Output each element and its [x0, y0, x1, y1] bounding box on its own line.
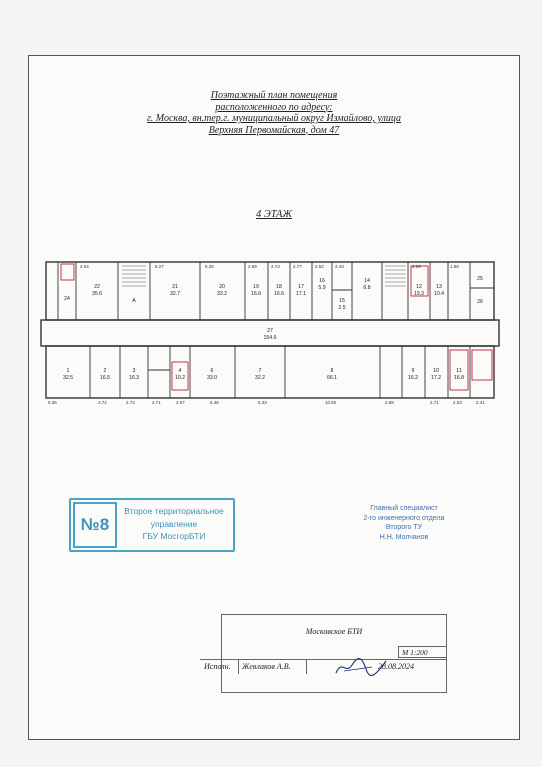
- stamp-line-3: ГБУ МосгорБТИ: [142, 531, 206, 541]
- specialist-stamp: [344, 504, 464, 542]
- svg-text:2.71: 2.71: [430, 400, 439, 404]
- svg-text:11: 11: [456, 368, 462, 374]
- title-block: [204, 614, 447, 693]
- svg-text:2.41: 2.41: [476, 400, 485, 404]
- svg-text:32.5: 32.5: [62, 375, 74, 381]
- svg-text:10.2: 10.2: [174, 375, 186, 381]
- executor-name: Жевлаков А.В.: [242, 662, 291, 671]
- svg-text:17.1: 17.1: [295, 291, 307, 297]
- svg-text:12: 12: [416, 284, 422, 290]
- svg-text:1: 1: [66, 368, 70, 374]
- svg-text:10: 10: [433, 368, 439, 374]
- svg-text:25: 25: [477, 276, 483, 282]
- bti-stamp: [69, 498, 235, 552]
- svg-text:2.71: 2.71: [152, 400, 161, 404]
- signature-icon: [332, 655, 390, 677]
- svg-text:6.8: 6.8: [363, 285, 371, 291]
- header-line-1: Поэтажный план помещения: [210, 90, 338, 101]
- executor-role: Исполн.: [204, 662, 231, 671]
- svg-text:16: 16: [319, 278, 325, 284]
- svg-text:16.5: 16.5: [99, 375, 111, 381]
- stamp-line-1: Второе территориальное: [124, 506, 224, 516]
- svg-text:2.63: 2.63: [453, 400, 462, 404]
- svg-text:154.6: 154.6: [263, 335, 277, 341]
- svg-text:2.07: 2.07: [176, 400, 185, 404]
- specialist-line-4: Н.Н. Молчанов: [379, 533, 429, 541]
- divider: [238, 660, 239, 674]
- svg-text:3: 3: [132, 368, 136, 374]
- svg-text:2.72: 2.72: [98, 400, 107, 404]
- svg-text:7: 7: [258, 368, 262, 374]
- svg-text:16.8: 16.8: [453, 375, 465, 381]
- stamp-text: [119, 505, 229, 543]
- address-header: [29, 90, 519, 136]
- svg-text:16.6: 16.6: [250, 291, 262, 297]
- header-line-3: г. Москва, вн.тер.г. муниципальный округ Измайлово, улица: [147, 113, 401, 124]
- header-line-4: Верхняя Первомайская, дом 47: [208, 124, 340, 136]
- svg-text:5.27: 5.27: [155, 264, 164, 269]
- svg-text:66.1: 66.1: [326, 375, 338, 381]
- svg-text:18: 18: [276, 284, 282, 290]
- svg-text:2.09: 2.09: [412, 264, 421, 269]
- svg-text:27: 27: [267, 328, 273, 334]
- svg-text:2.72: 2.72: [126, 400, 135, 404]
- svg-text:21: 21: [172, 284, 178, 290]
- specialist-line-3: Второго ТУ: [385, 524, 423, 531]
- svg-text:17.2: 17.2: [430, 375, 442, 381]
- svg-text:20: 20: [219, 284, 225, 290]
- specialist-line-1: Главный специалист: [370, 505, 438, 512]
- stamp-number: №8: [73, 502, 117, 548]
- svg-text:2.62: 2.62: [315, 264, 324, 269]
- svg-text:17: 17: [298, 284, 304, 290]
- svg-text:8: 8: [330, 368, 334, 374]
- svg-text:19: 19: [253, 284, 259, 290]
- svg-text:5.36: 5.36: [48, 400, 57, 404]
- svg-text:10.4: 10.4: [433, 291, 445, 297]
- executor-date: 28.08.2024: [378, 662, 414, 671]
- organization-name: Московское БТИ: [305, 627, 363, 636]
- svg-text:13: 13: [436, 284, 442, 290]
- svg-text:5.9: 5.9: [318, 285, 326, 291]
- svg-text:24: 24: [64, 296, 70, 302]
- header-line-2: расположенного по адресу:: [215, 101, 333, 113]
- document-sheet: [28, 55, 520, 740]
- svg-text:2.68: 2.68: [385, 400, 394, 404]
- svg-text:35.6: 35.6: [91, 291, 103, 297]
- svg-text:1.88: 1.88: [450, 264, 459, 269]
- specialist-line-2: 2-го инженерного отдела: [363, 514, 445, 522]
- svg-text:4: 4: [178, 368, 182, 374]
- svg-text:22: 22: [94, 284, 100, 290]
- svg-text:5.35: 5.35: [205, 264, 214, 269]
- executor-row: [200, 659, 446, 674]
- divider: [306, 660, 307, 674]
- svg-text:2.43: 2.43: [335, 264, 344, 269]
- svg-text:2.73: 2.73: [271, 264, 280, 269]
- svg-text:26: 26: [477, 299, 483, 305]
- svg-text:15: 15: [339, 298, 345, 304]
- svg-text:16.3: 16.3: [128, 375, 140, 381]
- svg-text:2: 2: [103, 368, 107, 374]
- floor-label: 4 ЭТАЖ: [256, 209, 292, 220]
- svg-text:5.46: 5.46: [210, 400, 219, 404]
- svg-text:19.3: 19.3: [413, 291, 425, 297]
- svg-text:32.7: 32.7: [169, 291, 181, 297]
- svg-text:6: 6: [210, 368, 214, 374]
- svg-text:2.69: 2.69: [248, 264, 257, 269]
- svg-text:A: A: [132, 298, 136, 304]
- svg-text:10.60: 10.60: [325, 400, 337, 404]
- svg-text:2.77: 2.77: [293, 264, 302, 269]
- scale-label: М 1:200: [398, 646, 446, 658]
- svg-text:4.04: 4.04: [80, 264, 89, 269]
- svg-text:32.2: 32.2: [254, 375, 266, 381]
- svg-text:5.33: 5.33: [258, 400, 267, 404]
- svg-text:33.2: 33.2: [216, 291, 228, 297]
- floor-plan: [40, 258, 500, 404]
- svg-text:16.2: 16.2: [407, 375, 419, 381]
- svg-text:9: 9: [411, 368, 415, 374]
- stamp-line-2: управление: [150, 518, 198, 529]
- svg-text:14: 14: [364, 278, 370, 284]
- svg-text:2.5: 2.5: [338, 305, 346, 311]
- svg-text:33.0: 33.0: [206, 375, 218, 381]
- svg-text:16.6: 16.6: [273, 291, 285, 297]
